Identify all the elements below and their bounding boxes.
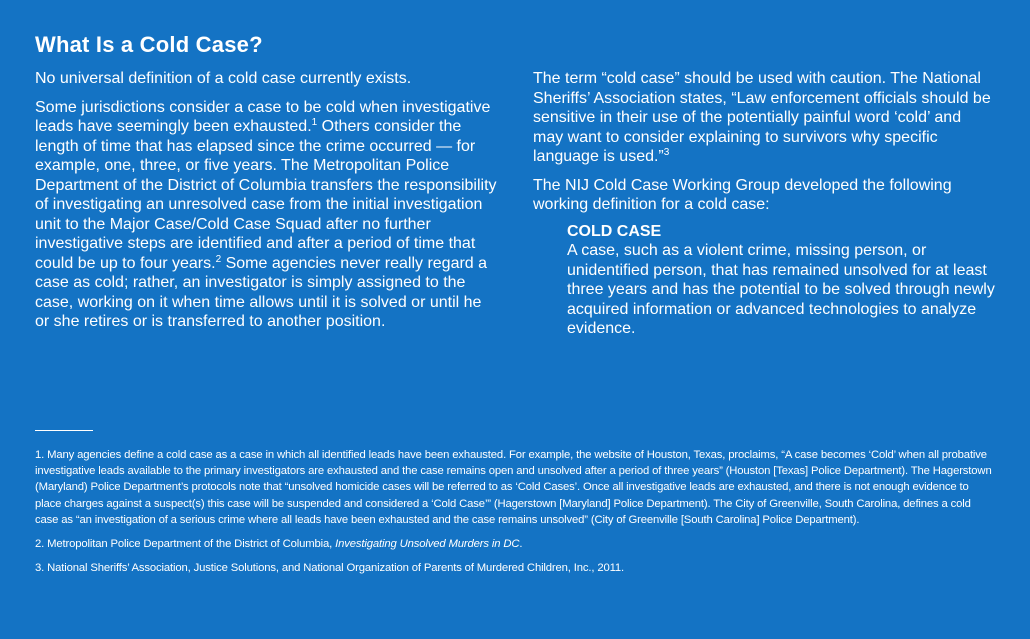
footnote-1: 1. Many agencies define a cold case as a case in which all identified leads have been exhausted. For example, the website of Houston, Texas, proclaims, “A case becomes ‘Cold’ when all probative investigative leads available to the primary investigators are exhausted and the case remains open and unsolved after a period of three years” (Houston [Texas] Police Department). The Hagerstown (Maryland) Police Department’s protocols note that “unsolved homicide cases will be referred to as ‘Cold Cases’. Once all investigative leads are exhausted, and there is not enough evidence to place charges against a suspect(s) this case will be suspended and considered a ‘Cold Case’” (Hagerstown [Maryland] Police Department). The City of Greenville, South Carolina, defines a cold case as “an investigation of a serious crime where all leads have been exhausted and the case remains unsolved” (City of Greenville [South Carolina] Police Department). — [35, 449, 992, 526]
jurisdictions-text-2: Others consider the length of time that has elapsed since the crime occurred — for example, one, three, or five years. The Metropolitan Police Department of the District of Columbia transfers the responsibility of investigating an unresolved case from the initial investigation unit to the Major Case/Cold Case Squad after no further investigative steps are identified and after a period of time that could be up to four years. — [35, 118, 497, 272]
footnote-2-suffix: . — [519, 538, 523, 551]
footnote-ref-3: 3 — [663, 147, 670, 158]
caution-paragraph — [533, 69, 995, 167]
right-column — [533, 69, 995, 339]
left-column — [35, 69, 497, 341]
working-group-paragraph: The NIJ Cold Case Working Group developed the following working definition for a cold case: — [533, 176, 952, 213]
footnote-ref-2: 2 — [215, 253, 222, 265]
caution-text: The term “cold case” should be used with caution. The National Sheriffs’ Association states, “Law enforcement officials should be sensitive in their use of the potentially painful word ‘cold’ and may want to consider explaining to survivors why specific language is used.” — [533, 70, 991, 165]
footnotes — [35, 447, 995, 584]
footnote-2 — [35, 536, 995, 552]
definition-heading: COLD CASE — [567, 222, 662, 240]
definition-block — [567, 222, 995, 339]
page-title: What Is a Cold Case? — [35, 32, 263, 57]
jurisdictions-text-1: Some jurisdictions consider a case to be cold when investigative leads have seemingly been exhausted. — [35, 98, 491, 135]
footnote-2-title: Investigating Unsolved Murders in DC — [335, 538, 520, 551]
footnote-divider — [35, 430, 93, 431]
footnote-3: 3. National Sheriffs’ Association, Justice Solutions, and National Organization of Parents of Murdered Children, Inc., 2011. — [35, 562, 625, 575]
footnote-2-prefix: 2. Metropolitan Police Department of the District of Columbia, — [35, 538, 336, 551]
intro-paragraph: No universal definition of a cold case currently exists. — [35, 70, 412, 87]
definition-text: A case, such as a violent crime, missing person, or unidentified person, that has remained unsolved for at least three years and has the potential to be solved through newly acquired information or advanced technologies to analyze evidence. — [567, 242, 995, 337]
jurisdictions-text-3: Some agencies never really regard a case as cold; rather, an investigator is simply assigned to the case, working on it when time allows until it is solved or until he or she retires or is transferred to another position. — [35, 254, 488, 330]
jurisdictions-paragraph — [35, 98, 497, 332]
footnote-ref-1: 1 — [311, 117, 318, 128]
